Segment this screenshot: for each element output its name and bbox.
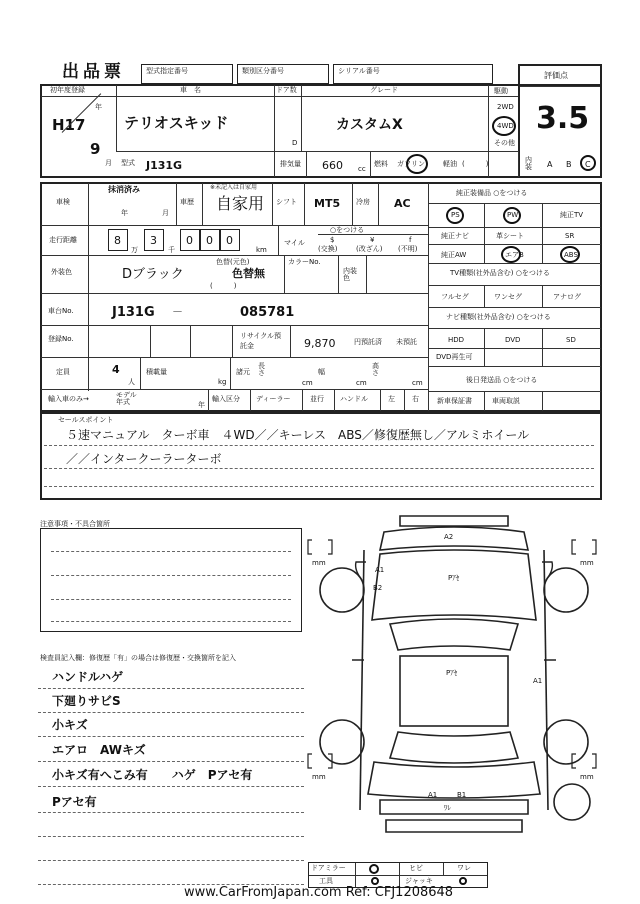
- mileage-opt-1: $: [330, 236, 335, 244]
- inspection-value: 抹消済み: [108, 185, 140, 194]
- fuel-diesel: 軽油: [443, 160, 457, 168]
- diagram-mark-pase-hood: Pｱｾ: [448, 574, 460, 582]
- drive-4wd-circle: [492, 116, 516, 136]
- first-reg-label: 初年度登録: [50, 86, 85, 94]
- note-line-4: エアロ AWキズ: [52, 743, 146, 757]
- mm-front-right: mm: [580, 559, 594, 567]
- registration-label: 登録No.: [48, 335, 74, 343]
- grade-value: カスタムX: [336, 117, 403, 133]
- mileage-digit-2: 3: [144, 229, 164, 251]
- chassis-number: 085781: [240, 305, 295, 320]
- load-label: 積載量: [146, 368, 167, 376]
- recycle-unit: 円預託済: [354, 338, 382, 346]
- genuine-airbag-circle: [501, 246, 521, 263]
- mileage-digit-5: 0: [220, 229, 240, 251]
- sales-point-line-1: ５速マニュアル ターボ車 ４WD／／キーレス ABS／修復歴無し／アルミホイール: [66, 428, 530, 442]
- interior-a: A: [547, 160, 553, 169]
- spec-number-box: [141, 64, 233, 84]
- import-parallel: 並行: [310, 395, 324, 403]
- dims-cm-3: cm: [412, 379, 423, 387]
- diagram-mark-a2: A2: [444, 533, 454, 541]
- genuine-pw: PW: [507, 211, 519, 219]
- capacity-unit: 人: [128, 378, 135, 386]
- genuine-aw: 純正AW: [441, 251, 467, 259]
- genuine-sr: SR: [565, 232, 575, 240]
- diagram-mark-a1-front: A1: [375, 566, 385, 574]
- import-year: 年: [198, 401, 205, 409]
- car-name-value: テリオスキッド: [124, 114, 229, 132]
- inspection-label: 車検: [56, 198, 70, 206]
- note-line-3: 小キズ: [52, 718, 88, 732]
- capacity-label: 定員: [56, 368, 70, 376]
- dims-cm-1: cm: [302, 379, 313, 387]
- shift-value: MT5: [314, 197, 341, 210]
- mm-rear-right: mm: [580, 773, 594, 781]
- mileage-note-2: (改ざん): [356, 245, 383, 253]
- first-reg-month-unit: 月: [105, 159, 112, 167]
- shift-label: シフト: [276, 198, 297, 206]
- fuel-label: 燃料: [374, 160, 388, 168]
- navi-label: ナビ種類(社外品含む) ○をつける: [446, 313, 551, 321]
- mileage-digit-4: 0: [200, 229, 220, 251]
- interior-c: C: [585, 160, 591, 169]
- dims-length: 長さ: [258, 362, 265, 377]
- repaint-label: 色替(元色): [216, 258, 250, 266]
- inspector-label: 検査員記入欄：修復歴「有」の場合は修復歴・交換箇所を記入: [40, 654, 236, 662]
- color-no-label: カラーNo.: [288, 258, 321, 266]
- tv-fullseg: フルセグ: [441, 293, 469, 301]
- legend-jack-mark: [459, 877, 467, 885]
- note-line-6: Pアセ有: [52, 795, 97, 809]
- cc-unit: cc: [358, 165, 366, 173]
- footer-reference: www.CarFromJapan.com Ref: CFJ1208648: [184, 885, 454, 900]
- genuine-abs-circle: [560, 246, 580, 263]
- mileage-label: 走行距離: [49, 236, 77, 244]
- serial-number-label: シリアル番号: [338, 67, 380, 75]
- spec-number-label: 型式指定番号: [146, 67, 188, 75]
- diagram-mark-b2: B2: [373, 584, 383, 592]
- load-kg: kg: [218, 378, 227, 386]
- notes-label: 注意事項・不具合箇所: [40, 520, 110, 528]
- model-label: 型式: [121, 159, 135, 167]
- import-handle: ハンドル: [340, 395, 368, 403]
- genuine-label: 純正装備品 ○をつける: [456, 189, 528, 197]
- interior-label: 内装: [525, 156, 532, 171]
- capacity-value: 4: [112, 363, 120, 376]
- note-line-2: 下廻りサビS: [52, 694, 121, 708]
- inspection-month: 月: [162, 209, 169, 217]
- mileage-circle-note: ○をつける: [330, 226, 365, 234]
- grade-label: グレード: [370, 86, 398, 94]
- genuine-pw-circle: [503, 207, 521, 224]
- first-reg-year-unit: 年: [95, 103, 102, 111]
- drive-2wd: 2WD: [497, 103, 514, 111]
- mileage-km: km: [256, 246, 267, 254]
- interior-b: B: [566, 160, 572, 169]
- genuine-tv: 純正TV: [560, 211, 584, 219]
- repaint-value: 色替無: [232, 267, 265, 280]
- recycle-label: リサイクル預託金: [240, 332, 282, 350]
- legend-tools: 工具: [319, 877, 333, 885]
- import-kind: 輸入区分: [212, 395, 240, 403]
- import-right: 右: [412, 395, 419, 403]
- notes-box: [40, 528, 302, 632]
- car-name-label: 車 名: [180, 86, 201, 94]
- dims-height: 高さ: [372, 362, 379, 377]
- diagram-mark-a1-side: A1: [533, 677, 543, 685]
- fuel-paren: ( ): [462, 160, 489, 168]
- diagram-mark-a1-rear: A1: [428, 791, 438, 799]
- navi-dvd-play: DVD再生可: [436, 353, 473, 361]
- serial-number-box: [333, 64, 493, 84]
- chassis-dash: －: [172, 305, 183, 318]
- ac-label: 冷房: [356, 198, 370, 206]
- note-line-1: ハンドルハゲ: [52, 670, 124, 684]
- legend-break: ワレ: [457, 864, 471, 872]
- after-warranty: 新車保証書: [437, 397, 472, 405]
- history-value: 自家用: [216, 194, 265, 213]
- mileage-opt-2: ¥: [370, 236, 375, 244]
- first-reg-month: 9: [90, 140, 101, 158]
- dims-label: 諸元: [236, 368, 250, 376]
- diagram-mark-b1-rear: B1: [457, 791, 467, 799]
- mileage-sen: 千: [168, 246, 175, 254]
- drive-4wd: 4WD: [497, 122, 514, 130]
- history-note: ※未記入は自家用: [210, 184, 258, 191]
- model-value: J131G: [146, 159, 183, 172]
- chassis-label: 車台No.: [48, 307, 74, 315]
- displacement-value: 660: [322, 159, 343, 172]
- note-line-5: 小キズ有へこみ有 ハゲ Pアセ有: [52, 768, 253, 782]
- genuine-leather: 革シート: [496, 232, 524, 240]
- repaint-paren: ( ): [210, 282, 237, 290]
- import-dealer: ディーラー: [256, 395, 291, 403]
- after-items-label: 後日発送品 ○をつける: [466, 376, 538, 384]
- rating-label: 評価点: [544, 71, 568, 80]
- tv-analog: アナログ: [553, 293, 581, 301]
- history-label: 車歴: [180, 198, 194, 206]
- inspection-year: 年: [121, 209, 128, 217]
- genuine-airbag: エアB: [505, 251, 524, 259]
- mileage-man: 万: [131, 246, 138, 254]
- dims-width: 幅: [318, 368, 325, 376]
- tv-oneseg: ワンセグ: [494, 293, 522, 301]
- class-number-label: 類別区分番号: [242, 67, 284, 75]
- diagram-mark-pase-roof: Pｱｾ: [446, 669, 458, 677]
- chassis-prefix: J131G: [112, 305, 155, 320]
- import-label: 輸入車のみ→: [48, 395, 89, 403]
- car-diagram: [304, 510, 604, 860]
- class-number-box: [237, 64, 329, 84]
- form-title: 出品票: [62, 62, 125, 82]
- recycle-value: 9,870: [304, 337, 336, 350]
- fuel-gasoline: ガソリン: [397, 160, 425, 168]
- displacement-label: 排気量: [280, 160, 301, 168]
- recycle-unpaid: 未預託: [396, 338, 417, 346]
- mileage-opt-3: f: [409, 236, 412, 244]
- legend-mirror-mark: [369, 864, 379, 874]
- diagram-mark-crack: ﾜﾚ: [444, 804, 451, 812]
- mileage-digit-3: 0: [180, 229, 200, 251]
- import-left: 左: [388, 395, 395, 403]
- genuine-navi: 純正ナビ: [441, 232, 469, 240]
- doors-label: ドア数: [276, 86, 297, 94]
- dims-cm-2: cm: [356, 379, 367, 387]
- navi-hdd: HDD: [448, 336, 465, 344]
- fuel-gasoline-circle: [406, 154, 428, 174]
- ac-value: AC: [394, 197, 411, 210]
- import-model-year: モデル年式: [116, 391, 137, 406]
- genuine-ps: PS: [451, 211, 460, 219]
- first-reg-era: H17: [52, 116, 86, 134]
- genuine-abs: ABS: [564, 251, 578, 259]
- genuine-ps-circle: [446, 207, 464, 224]
- navi-dvd: DVD: [505, 336, 521, 344]
- color-value: Dブラック: [122, 267, 184, 282]
- sales-point-label: セールスポイント: [58, 416, 114, 424]
- legend-crack-small: ヒビ: [409, 864, 423, 872]
- mm-front-left: mm: [312, 559, 326, 567]
- legend-tools-mark: [371, 877, 379, 885]
- sales-point-line-2: ／／インタークーラーターボ: [66, 452, 222, 466]
- navi-sd: SD: [566, 336, 576, 344]
- mm-rear-left: mm: [312, 773, 326, 781]
- legend-jack: ジャッキ: [405, 877, 433, 885]
- drive-other: その他: [494, 139, 515, 147]
- tv-label: TV種類(社外品含む) ○をつける: [450, 269, 550, 277]
- interior-c-circle: [580, 155, 596, 171]
- mileage-note-1: (交換): [318, 245, 338, 253]
- drive-label: 駆動: [494, 87, 508, 95]
- mileage-mile: マイル: [284, 239, 305, 247]
- door-letter: D: [292, 139, 298, 147]
- legend-mirror: ドアミラー: [311, 864, 346, 872]
- interior-color-label: 内装色: [343, 267, 357, 282]
- mileage-note-3: (不明): [398, 245, 418, 253]
- mileage-digit-1: 8: [108, 229, 128, 251]
- color-label: 外装色: [51, 268, 72, 276]
- rating-value: 3.5: [536, 101, 590, 136]
- after-manual: 車両取説: [492, 397, 520, 405]
